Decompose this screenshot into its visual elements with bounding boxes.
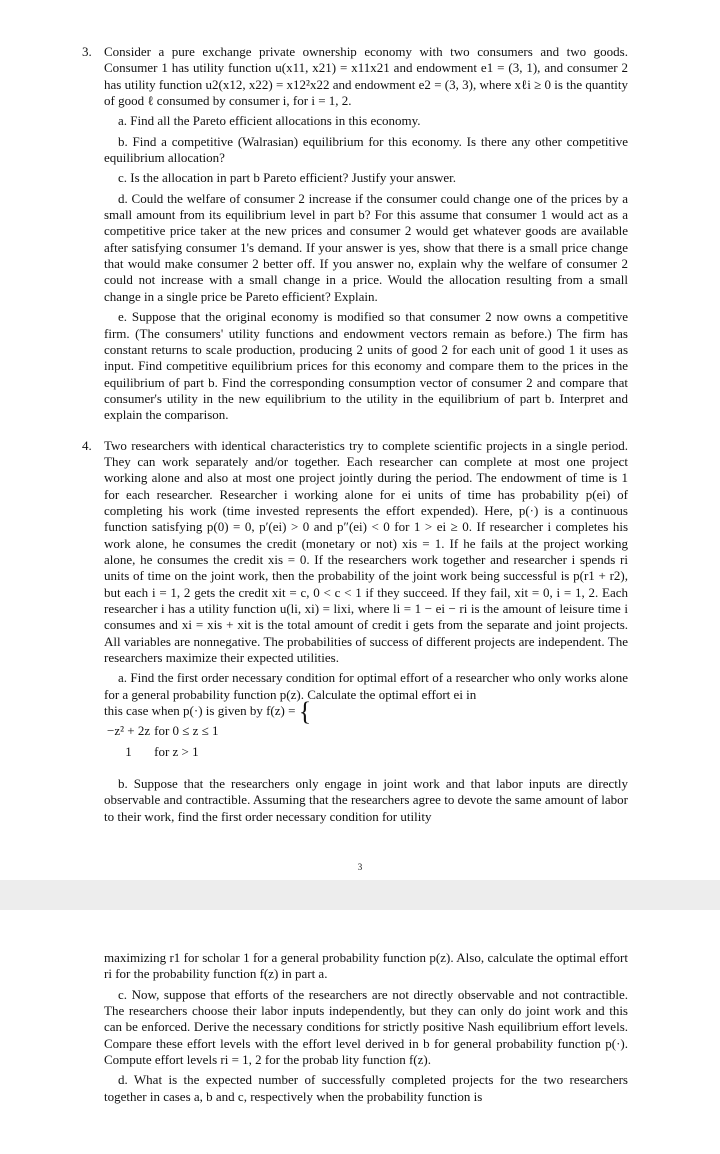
problem-4 <box>82 438 628 825</box>
problem-4-part-a-line2: this case when p(·) is given by f(z) = <box>104 703 296 719</box>
page-separator <box>0 880 720 910</box>
page-number: 3 <box>357 862 363 872</box>
case1-expr: −z² + 2z <box>107 723 151 739</box>
problem-4-part-b-continued: maximizing r1 for scholar 1 for a general probability function p(z). Also, calculate the optimal effort ri for the probability function f(z) in part a. <box>104 950 628 982</box>
page-4-content <box>104 950 628 1105</box>
problem-4-stem: Two researchers with identical characteristics try to complete scientific projects in a single period. They can work separately and/or together. Each researcher can complete at most one project working alone and also at most one project jointly during the period. The endowment of time is 1 for each researcher. Researcher i working alone for ei units of time has probability p(ei) of completing his work (time invested represents the effort expended). Here, p(·) is a continuous function satisfying p(0) = 0, p′(ei) > 0 and p″(ei) < 0 for 1 > ei ≥ 0. If researcher i completes his work alone, he consumes the credit (monetary or not) xis = 1. If he fails at the project working alone, he consumes the credit xis = 0. If the researchers work together and researcher i spends ri units of time on the joint work, then the probability of the joint work being successful is p(r1 + r2), but each i = 1, 2 gets the credit xit = c, 0 < c < 1 if they succeed. If they fail, xit = 0, i = 1, 2. Each researcher i has a utility function u(li, xi) = lixi, where li = 1 − ei − ri is the amount of leisure time i consumes and xi = xis + xit is the total amount of credit i gets from the separate and joint projects. All variables are nonnegative. The probabilities of success of different projects are independent. The researchers maximize their expected utilities. <box>104 437 628 666</box>
problem-3 <box>82 44 628 424</box>
case2-cond: for z > 1 <box>154 743 199 759</box>
cases-brace: { <box>298 696 312 726</box>
problem-3-part-c: c. Is the allocation in part b Pareto efficient? Justify your answer. <box>118 170 457 186</box>
problem-3-number: 3. <box>82 44 92 59</box>
page-3-content <box>82 44 628 825</box>
problem-4-part-b: b. Suppose that the researchers only engage in joint work and that labor inputs are directly observable and contractible. Assuming that the researchers agree to devote the same amount of labor to their work, find the first order necessary condition for utility <box>104 775 628 824</box>
problem-4-part-a <box>104 670 628 726</box>
case1-cond: for 0 ≤ z ≤ 1 <box>154 723 219 739</box>
problem-4-part-d: d. What is the expected number of successfully completed projects for the two researchers together in cases a, b and c, respectively when the probability function is <box>104 1072 628 1104</box>
problem-3-part-b: b. Find a competitive (Walrasian) equilibrium for this economy. Is there any other competitive equilibrium allocation? <box>104 133 628 166</box>
page-4 <box>0 910 720 1154</box>
problem-3-part-a: a. Find all the Pareto efficient allocations in this economy. <box>118 113 421 129</box>
problem-4-part-a-line1: a. Find the first order necessary condition for optimal effort of a researcher who only works alone for a general probability function p(z). Calculate the optimal effort ei in <box>104 670 628 702</box>
problem-3-part-e: e. Suppose that the original economy is modified so that consumer 2 now owns a competitive firm. (The consumers' utility functions and endowment vectors remain as before.) The firm has constant returns to scale production, producing 2 units of good 2 for each unit of good 1 it uses as input. Find competitive equilibrium prices for this economy and compare them to the prices in the equilibrium of part b. Find the corresponding consumption vector of consumer 2 and compare that consumer's utility in the new equilibrium to the utility in the equilibrium of part b. Interpret and explain the comparison. <box>104 309 628 423</box>
case2-expr: 1 <box>125 743 132 759</box>
problem-4-part-c: c. Now, suppose that efforts of the researchers are not directly observable and not contractible. The researchers choose their labor inputs independently, but they can only do joint work and this can be enforced. Derive the necessary conditions for strictly positive Nash equilibrium effort levels. Compare these effort levels with the effort level derived in b for general probability function p(·). Compute effort levels ri = 1, 2 for the probab lity function f(z). <box>104 986 628 1068</box>
problem-3-stem: Consider a pure exchange private ownership economy with two consumers and two goods. Consumer 1 has utility function u(x11, x21) = x11x21 and endowment e1 = (3, 1), and consumer 2 has utility function u2(x12, x22) = x12²x22 and endowment e2 = (3, 3), where xℓi ≥ 0 is the quantity of good ℓ consumed by consumer i, for i = 1, 2. <box>104 44 628 109</box>
problem-4-number: 4. <box>82 437 92 453</box>
problem-3-part-d: d. Could the welfare of consumer 2 increase if the consumer could change one of the prices by a small amount from its equilibrium level in part b? For this assume that consumer 1 would act as a competitive price taker at the new prices and consumer 2 would get whatever goods are available after satisfying consumer 1's demand. If your answer is yes, show that there is a small price change that would make consumer 2 better off. If you answer no, explain why the welfare of consumer 2 could not increase with a small change in a price. Would the allocation resulting from a small change in a single price be Pareto efficient? Explain. <box>104 190 628 304</box>
